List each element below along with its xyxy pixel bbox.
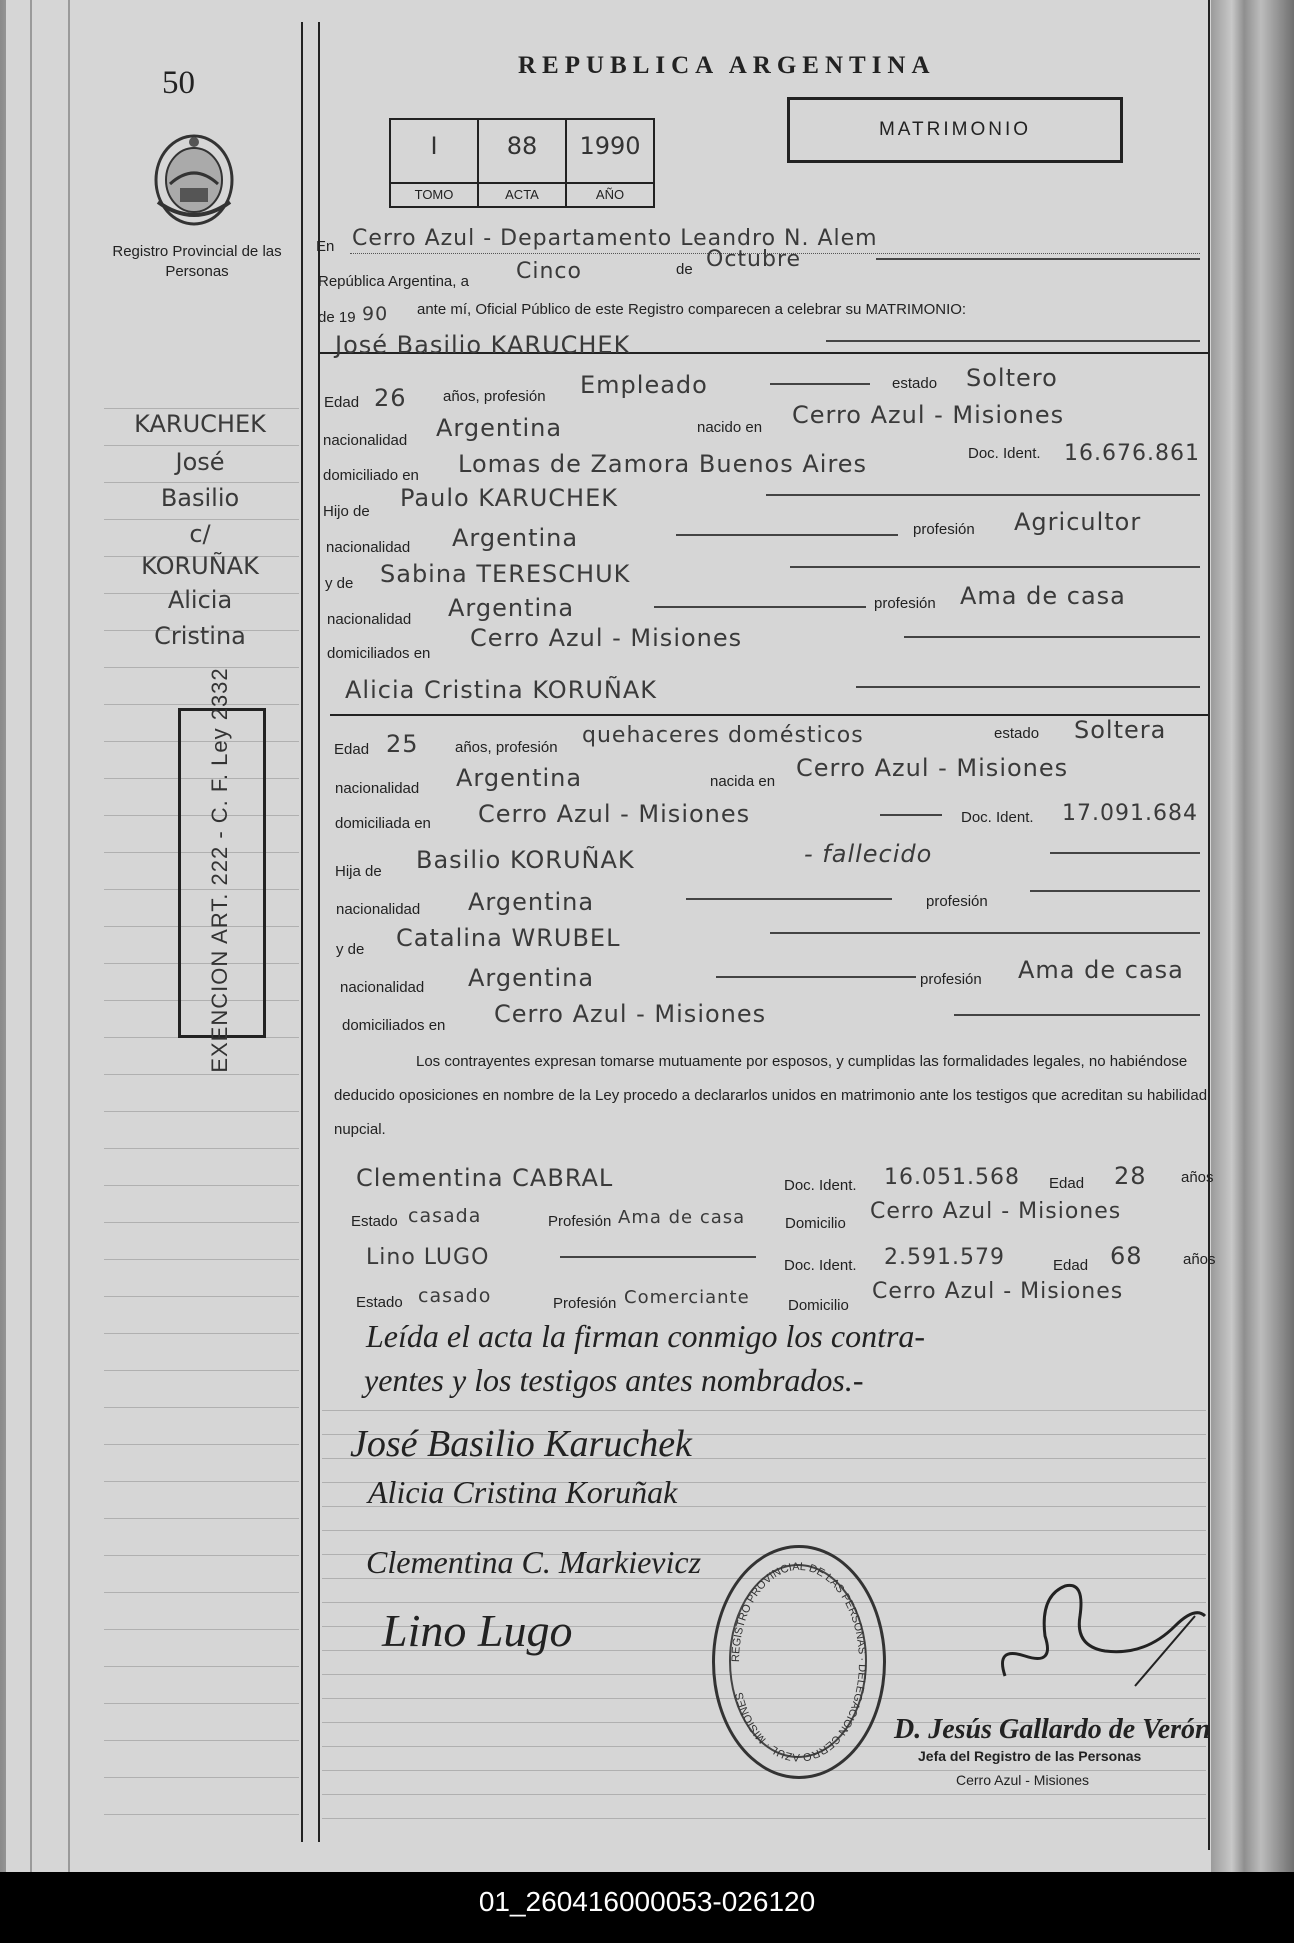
fill-dash <box>770 383 870 385</box>
bride-father-note: - fallecido <box>804 840 933 868</box>
fill-dash <box>686 898 892 900</box>
tomo-label: TOMO <box>391 182 477 206</box>
witness1-residence: Cerro Azul - Misiones <box>870 1199 1122 1224</box>
ruled-line <box>104 1296 299 1297</box>
seal-text-ring-icon <box>715 1548 883 1776</box>
closing-line: Leída el acta la firman conmigo los contra- <box>366 1318 926 1354</box>
mother-nationality-label: nacionalidad <box>327 611 412 628</box>
ruled-line <box>104 667 299 668</box>
hijo-label: Hijo de <box>323 503 370 520</box>
doc-label: Doc. Ident. <box>961 809 1034 826</box>
anio-label: AÑO <box>567 182 653 206</box>
edad-label: Edad <box>324 394 360 411</box>
anos-profesion-label: años, profesión <box>455 739 558 756</box>
country-title: REPUBLICA ARGENTINA <box>518 52 936 79</box>
fill-dash <box>1050 852 1200 854</box>
ruled-line <box>104 1518 299 1519</box>
profesion-label: Profesión <box>553 1295 617 1312</box>
seal-text: REGISTRO PROVINCIAL DE LAS PERSONAS · DELEGACION CERRO AZUL · MISIONES <box>729 1560 869 1764</box>
margin-given-name: Alicia <box>167 586 233 614</box>
bride-doc: 17.091.684 <box>1062 801 1198 826</box>
anio-cell <box>567 120 653 206</box>
official-name: D. Jesús Gallardo de Verón <box>894 1714 1211 1745</box>
bride-name: Alicia Cristina KORUÑAK <box>345 676 658 704</box>
tomo-value: I <box>430 132 438 160</box>
mother-profession-label: profesión <box>874 595 936 612</box>
official-place: Cerro Azul - Misiones <box>956 1772 1090 1788</box>
ruled-line <box>104 1666 299 1667</box>
ruled-line <box>104 1074 299 1075</box>
intro-statement: ante mí, Oficial Público de este Registro comparecen a celebrar su MATRIMONIO: <box>417 301 967 318</box>
witness1-name: Clementina CABRAL <box>356 1164 614 1192</box>
groom-father: Paulo KARUCHEK <box>400 484 618 512</box>
margin-given-name: Basilio <box>160 484 240 512</box>
fill-dash <box>770 932 1200 934</box>
margin-given-name: José <box>175 448 225 476</box>
domiciliada-label: domiciliada en <box>335 815 431 832</box>
groom-name: José Basilio KARUCHEK <box>335 331 631 359</box>
acta-cell <box>479 120 567 206</box>
groom-parents-residence: Cerro Azul - Misiones <box>470 624 743 652</box>
ruled-line <box>104 1407 299 1408</box>
ruled-line <box>104 482 299 483</box>
ruled-line <box>104 1481 299 1482</box>
margin-surname: KARUCHEK <box>134 410 266 438</box>
groom-father-profession: Agricultor <box>1014 508 1142 536</box>
groom-residence: Lomas de Zamora Buenos Aires <box>458 450 868 478</box>
official-signature-icon <box>985 1556 1215 1696</box>
en-label: En <box>316 238 335 255</box>
republica-label: República Argentina, a <box>318 273 469 290</box>
marriage-day: Cinco <box>516 259 582 284</box>
binding-line <box>30 0 32 1872</box>
fill-dash <box>880 814 942 816</box>
fill-dash <box>856 686 1200 688</box>
ruled-line <box>104 704 299 705</box>
ruled-line <box>104 1148 299 1149</box>
fill-dash <box>876 258 1200 260</box>
father-nationality-label: nacionalidad <box>326 539 411 556</box>
ruled-line <box>104 1555 299 1556</box>
record-table <box>389 118 655 208</box>
ruled-line <box>104 445 299 446</box>
domicilio-label: Domicilio <box>785 1215 846 1232</box>
bride-birthplace: Cerro Azul - Misiones <box>796 754 1069 782</box>
anos-label: años <box>1183 1251 1216 1268</box>
bride-father: Basilio KORUÑAK <box>416 846 635 874</box>
fill-dash <box>676 534 898 536</box>
margin-surname: KORUÑAK <box>141 552 259 580</box>
closing-line: yentes y los testigos antes nombrados.- <box>364 1362 864 1398</box>
nacionalidad-label: nacionalidad <box>335 780 420 797</box>
anos-label: años <box>1181 1169 1214 1186</box>
bride-nationality: Argentina <box>456 764 583 792</box>
mother-profession-label: profesión <box>920 971 982 988</box>
witness2-status: casado <box>418 1285 492 1307</box>
witness2-profession: Comerciante <box>624 1287 750 1308</box>
profesion-label: Profesión <box>548 1213 612 1230</box>
bride-signature: Alicia Cristina Koruñak <box>368 1474 678 1510</box>
official-title: Jefa del Registro de las Personas <box>918 1748 1142 1764</box>
nacionalidad-label: nacionalidad <box>323 432 408 449</box>
margin-conjunction: c/ <box>189 520 211 548</box>
marriage-month: Octubre <box>706 247 802 272</box>
bride-age: 25 <box>386 730 419 758</box>
fill-dash <box>954 1014 1200 1016</box>
ruled-line <box>104 1740 299 1741</box>
ruled-line <box>104 1592 299 1593</box>
witness1-status: casada <box>408 1205 482 1227</box>
ruled-line <box>104 1333 299 1334</box>
witness1-profession: Ama de casa <box>618 1207 746 1228</box>
fill-dash <box>560 1256 756 1258</box>
tomo-cell <box>391 120 479 206</box>
anio-value: 1990 <box>579 132 641 160</box>
witness2-doc: 2.591.579 <box>884 1245 1005 1270</box>
svg-text:REGISTRO PROVINCIAL DE LAS PER <box>730 1561 868 1763</box>
marriage-year: 90 <box>362 303 389 325</box>
bride-mother-profession: Ama de casa <box>1018 956 1184 984</box>
body-rule-left <box>318 22 320 1842</box>
acta-label: ACTA <box>479 182 565 206</box>
ruled-line <box>104 1814 299 1815</box>
bride-profession: quehaceres domésticos <box>582 723 864 748</box>
bride-mother-nationality: Argentina <box>468 964 595 992</box>
ruled-line <box>322 1794 1206 1795</box>
bride-father-nationality: Argentina <box>468 888 595 916</box>
ruled-line <box>322 1818 1206 1819</box>
de-label: de <box>676 261 693 278</box>
nacido-label: nacido en <box>697 419 763 436</box>
groom-nationality: Argentina <box>436 414 563 442</box>
ruled-line <box>104 1703 299 1704</box>
groom-mother: Sabina TERESCHUK <box>380 560 631 588</box>
witness2-name: Lino LUGO <box>366 1245 490 1270</box>
bride-status: Soltera <box>1074 716 1167 744</box>
domicilio-label: Domicilio <box>788 1297 849 1314</box>
mother-nationality-label: nacionalidad <box>340 979 425 996</box>
page-edges <box>1211 0 1294 1872</box>
father-profession-label: profesión <box>926 893 988 910</box>
father-profession-label: profesión <box>913 521 975 538</box>
bride-parents-residence: Cerro Azul - Misiones <box>494 1000 767 1028</box>
record-type-box: MATRIMONIO <box>787 97 1123 163</box>
fill-dash <box>826 340 1200 342</box>
groom-signature: José Basilio Karuchek <box>350 1423 692 1465</box>
witness1-signature: Clementina C. Markievicz <box>366 1544 702 1580</box>
witness2-signature: Lino Lugo <box>382 1605 573 1656</box>
fill-dash <box>654 606 866 608</box>
bride-mother: Catalina WRUBEL <box>396 924 621 952</box>
acta-value: 88 <box>506 132 538 160</box>
margin-rule <box>301 22 303 1842</box>
folio-number: 50 <box>162 65 195 101</box>
binding-line <box>68 0 70 1872</box>
fill-dash <box>1030 890 1200 892</box>
witness2-residence: Cerro Azul - Misiones <box>872 1279 1124 1304</box>
doc-label: Doc. Ident. <box>784 1177 857 1194</box>
doc-label: Doc. Ident. <box>784 1257 857 1274</box>
doc-label: Doc. Ident. <box>968 445 1041 462</box>
groom-father-nationality: Argentina <box>452 524 579 552</box>
exemption-text: EXENCION ART. 222 - C. F. Ley 2332 <box>207 667 232 1073</box>
edad-label: Edad <box>334 741 370 758</box>
estado-label: Estado <box>351 1213 398 1230</box>
groom-doc: 16.676.861 <box>1064 441 1200 466</box>
ruled-line <box>104 1629 299 1630</box>
ruled-line <box>104 1185 299 1186</box>
edad-label: Edad <box>1053 1257 1089 1274</box>
registry-name: Registro Provincial de las Personas <box>112 243 282 280</box>
ruled-line <box>104 1370 299 1371</box>
bride-residence: Cerro Azul - Misiones <box>478 800 751 828</box>
hija-label: Hija de <box>335 863 382 880</box>
ruled-line <box>322 1530 1206 1531</box>
father-nationality-label: nacionalidad <box>336 901 421 918</box>
margin-given-name: Cristina <box>154 622 246 650</box>
groom-mother-nationality: Argentina <box>448 594 575 622</box>
yde-label: y de <box>325 575 354 592</box>
parents-domicile-label: domiciliados en <box>342 1017 446 1034</box>
estado-label: estado <box>892 375 938 392</box>
ruled-line <box>104 1777 299 1778</box>
yde-label: y de <box>336 941 365 958</box>
groom-profession: Empleado <box>580 371 708 399</box>
fill-dash <box>716 976 916 978</box>
witness1-age: 28 <box>1114 1162 1147 1190</box>
fill-dash <box>904 636 1200 638</box>
year-prefix: de 19 <box>318 309 356 326</box>
ruled-line <box>322 1410 1206 1411</box>
official-seal <box>712 1545 886 1779</box>
nacida-label: nacida en <box>710 773 776 790</box>
ruled-line <box>104 1444 299 1445</box>
ruled-line <box>104 1259 299 1260</box>
witness1-doc: 16.051.568 <box>884 1165 1020 1190</box>
witness2-age: 68 <box>1110 1242 1143 1270</box>
groom-birthplace: Cerro Azul - Misiones <box>792 401 1065 429</box>
file-id-bar: 01_260416000053-026120 <box>0 1872 1294 1943</box>
anos-profesion-label: años, profesión <box>443 388 546 405</box>
estado-label: estado <box>994 725 1040 742</box>
groom-mother-profession: Ama de casa <box>960 582 1126 610</box>
ruled-line <box>104 1222 299 1223</box>
domiciliado-label: domiciliado en <box>323 467 419 484</box>
estado-label: Estado <box>356 1294 403 1311</box>
groom-age: 26 <box>374 384 407 412</box>
fill-dash <box>766 494 1200 496</box>
declaration-paragraph: Los contrayentes expresan tomarse mutuamente por esposos, y cumplidas las formalidades legales, no habiéndose deducido oposiciones en nombre de la Ley procedo a declararlos unidos en matrimonio ante los testigos que acreditan su habilidad nupcial. <box>334 1053 1208 1138</box>
ruled-line <box>104 408 299 409</box>
coat-of-arms-icon <box>150 132 238 228</box>
parents-domicile-label: domiciliados en <box>327 645 431 662</box>
marriage-place: Cerro Azul - Departamento Leandro N. Alem <box>352 226 878 251</box>
groom-status: Soltero <box>966 364 1058 392</box>
edad-label: Edad <box>1049 1175 1085 1192</box>
fill-dash <box>790 566 1200 568</box>
ruled-line <box>104 1111 299 1112</box>
